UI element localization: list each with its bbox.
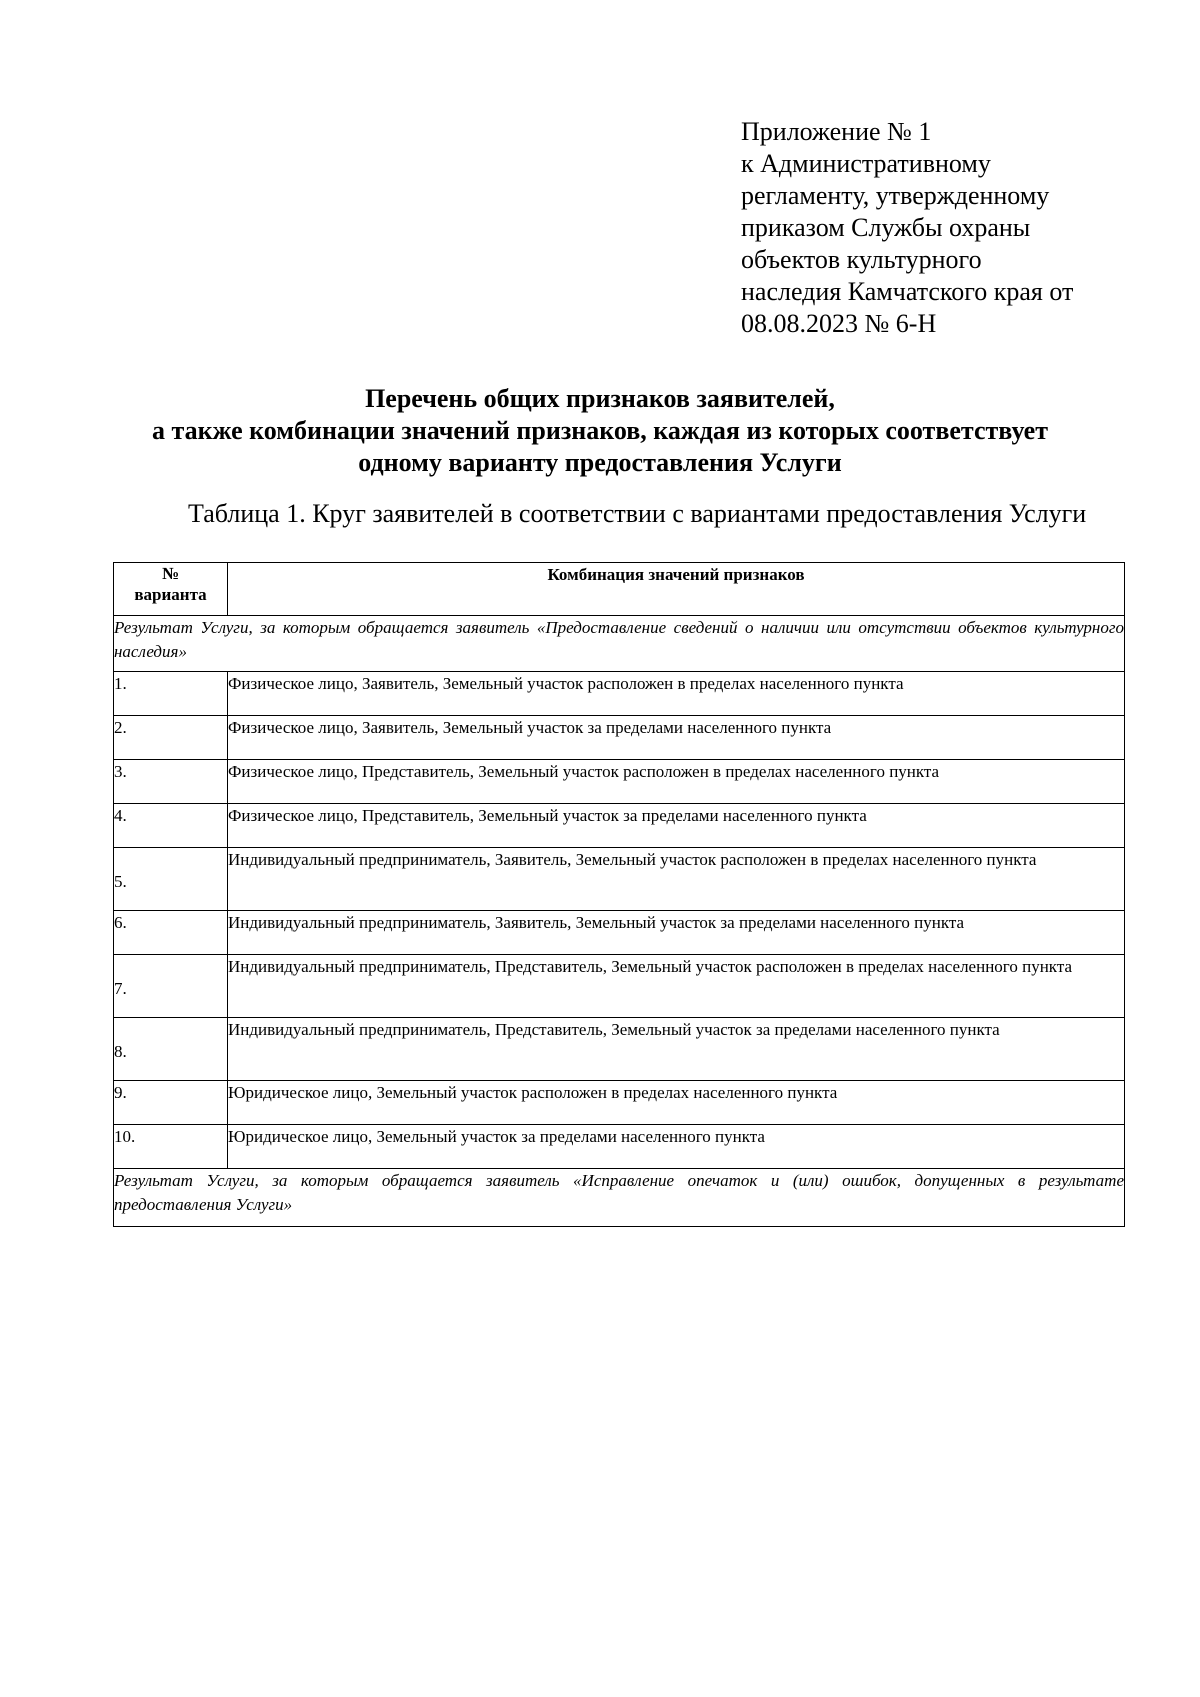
variant-number: 10. bbox=[114, 1125, 228, 1169]
variant-number: 9. bbox=[114, 1081, 228, 1125]
variant-combination: Индивидуальный предприниматель, Заявитель, Земельный участок за пределами населенного пункта bbox=[228, 911, 1125, 955]
table-row bbox=[114, 1125, 1125, 1169]
appendix-line: к Административному bbox=[741, 149, 991, 178]
title-line: а также комбинации значений признаков, каждая из которых соответствует bbox=[152, 416, 1048, 445]
applicants-table bbox=[113, 562, 1125, 1227]
appendix-line: 08.08.2023 № 6-Н bbox=[741, 309, 937, 338]
variant-number: 1. bbox=[114, 672, 228, 716]
table-row bbox=[114, 1018, 1125, 1081]
appendix-line: Приложение № 1 bbox=[741, 117, 932, 146]
variant-number: 5. bbox=[114, 848, 228, 911]
variant-combination: Юридическое лицо, Земельный участок расположен в пределах населенного пункта bbox=[228, 1081, 1125, 1125]
table-row bbox=[114, 760, 1125, 804]
variant-combination: Индивидуальный предприниматель, Заявитель, Земельный участок расположен в пределах населенного пункта bbox=[228, 848, 1125, 911]
table-row bbox=[114, 804, 1125, 848]
variant-combination: Юридическое лицо, Земельный участок за пределами населенного пункта bbox=[228, 1125, 1125, 1169]
variant-number: 6. bbox=[114, 911, 228, 955]
appendix-line: объектов культурного bbox=[741, 245, 982, 274]
table-row bbox=[114, 911, 1125, 955]
variant-combination: Физическое лицо, Заявитель, Земельный участок расположен в пределах населенного пункта bbox=[228, 672, 1125, 716]
table-row bbox=[114, 672, 1125, 716]
appendix-line: приказом Службы охраны bbox=[741, 213, 1031, 242]
document-title bbox=[100, 383, 1100, 479]
title-line: одному варианту предоставления Услуги bbox=[358, 448, 842, 477]
appendix-note bbox=[741, 116, 1181, 340]
header-combination: Комбинация значений признаков bbox=[228, 563, 1125, 616]
section-result-2: Результат Услуги, за которым обращается заявитель «Исправление опечаток и (или) ошибок, допущенных в результате предоставления Услуги» bbox=[114, 1169, 1125, 1227]
table-row bbox=[114, 848, 1125, 911]
variant-combination: Индивидуальный предприниматель, Представитель, Земельный участок за пределами населенного пункта bbox=[228, 1018, 1125, 1081]
header-num-symbol: № bbox=[161, 564, 180, 583]
header-num-word: варианта bbox=[134, 585, 207, 604]
variant-number: 7. bbox=[114, 955, 228, 1018]
table-row bbox=[114, 1081, 1125, 1125]
variant-number: 3. bbox=[114, 760, 228, 804]
variant-combination: Физическое лицо, Заявитель, Земельный участок за пределами населенного пункта bbox=[228, 716, 1125, 760]
appendix-line: наследия Камчатского края от bbox=[741, 277, 1074, 306]
table-row bbox=[114, 955, 1125, 1018]
table-row bbox=[114, 716, 1125, 760]
variant-number: 8. bbox=[114, 1018, 228, 1081]
section-row bbox=[114, 616, 1125, 672]
title-line: Перечень общих признаков заявителей, bbox=[365, 384, 835, 413]
section-row bbox=[114, 1169, 1125, 1227]
variant-combination: Физическое лицо, Представитель, Земельный участок за пределами населенного пункта bbox=[228, 804, 1125, 848]
table-header-row bbox=[114, 563, 1125, 616]
variant-combination: Физическое лицо, Представитель, Земельный участок расположен в пределах населенного пункта bbox=[228, 760, 1125, 804]
appendix-line: регламенту, утвержденному bbox=[741, 181, 1050, 210]
variant-number: 2. bbox=[114, 716, 228, 760]
variant-number: 4. bbox=[114, 804, 228, 848]
table-caption: Таблица 1. Круг заявителей в соответствии с вариантами предоставления Услуги bbox=[188, 499, 1087, 528]
section-result-1: Результат Услуги, за которым обращается заявитель «Предоставление сведений о наличии или отсутствии объектов культурного наследия» bbox=[114, 616, 1125, 672]
variant-combination: Индивидуальный предприниматель, Представитель, Земельный участок расположен в пределах населенного пункта bbox=[228, 955, 1125, 1018]
header-variant-number bbox=[114, 563, 228, 616]
